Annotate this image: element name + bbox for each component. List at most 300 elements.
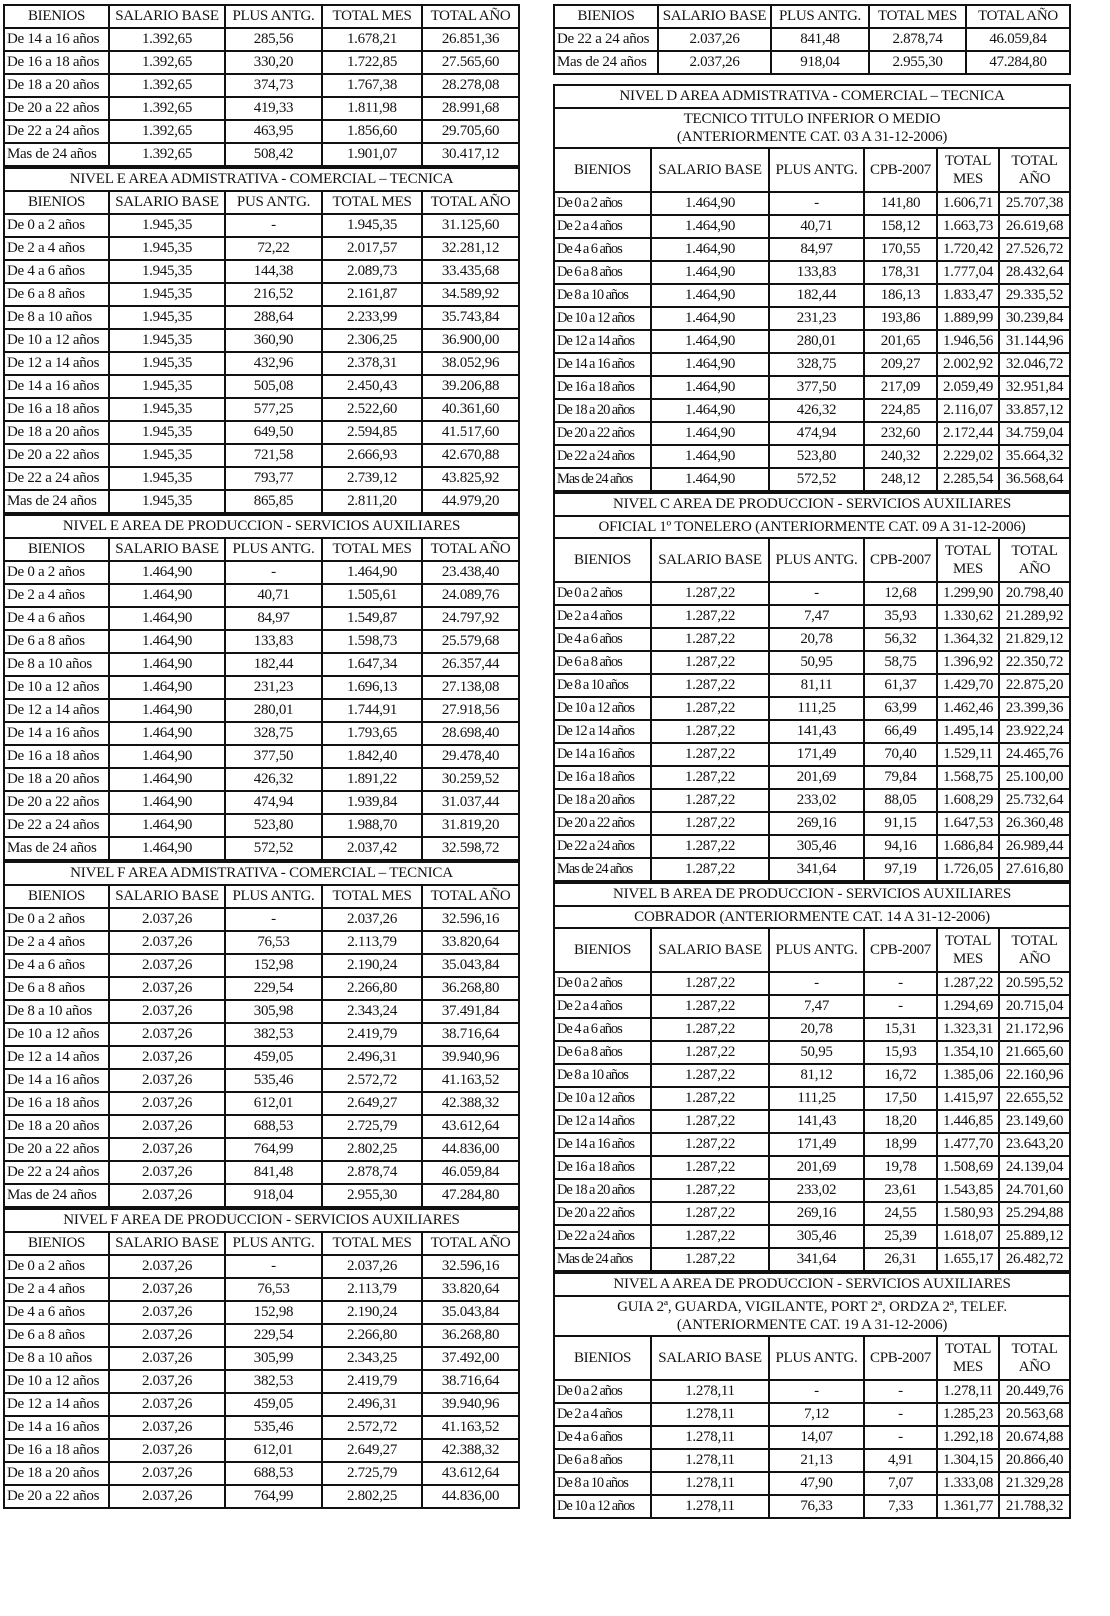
bienios-cell: De 2 a 4 años [4, 237, 109, 260]
value-cell: 2.116,07 [937, 399, 999, 422]
value-cell: - [769, 582, 864, 605]
bienios-cell: De 14 a 16 años [554, 1133, 651, 1156]
column-header: BIENIOS [554, 1336, 651, 1380]
value-cell: 1.287,22 [651, 858, 769, 881]
value-cell: 31.125,60 [422, 214, 519, 237]
value-cell: 918,04 [225, 1184, 322, 1207]
table-row [554, 1380, 1070, 1403]
bienios-cell: De 20 a 22 años [4, 97, 109, 120]
value-cell: 305,98 [225, 1000, 322, 1023]
value-cell: 1.464,90 [322, 561, 422, 584]
value-cell: 2.037,26 [109, 1439, 225, 1462]
bienios-cell: De 22 a 24 años [554, 28, 658, 51]
value-cell: 1.287,22 [651, 766, 769, 789]
table-row [554, 812, 1070, 835]
value-cell: 133,83 [769, 261, 864, 284]
value-cell: 1.945,35 [109, 283, 225, 306]
value-cell: 63,99 [864, 697, 937, 720]
value-cell: 76,53 [225, 931, 322, 954]
column-header: BIENIOS [554, 538, 651, 582]
section-title-row [4, 515, 519, 538]
table-row [554, 1110, 1070, 1133]
value-cell: 20,78 [769, 1018, 864, 1041]
value-cell: 2.037,26 [109, 1138, 225, 1161]
value-cell: 2.594,85 [322, 421, 422, 444]
value-cell: 21.665,60 [999, 1041, 1070, 1064]
column-header: BIENIOS [4, 1232, 109, 1255]
value-cell: 42.388,32 [422, 1439, 519, 1462]
value-cell: 111,25 [769, 697, 864, 720]
column-header: CPB-2007 [864, 538, 937, 582]
value-cell: 1.529,11 [937, 743, 999, 766]
bienios-cell: De 12 a 14 años [4, 1046, 109, 1069]
table-row [4, 1370, 519, 1393]
value-cell: 12,68 [864, 582, 937, 605]
value-cell: 1.464,90 [109, 722, 225, 745]
value-cell: 793,77 [225, 467, 322, 490]
value-cell: 144,38 [225, 260, 322, 283]
value-cell: 382,53 [225, 1023, 322, 1046]
value-cell: 1.945,35 [109, 467, 225, 490]
table-row [4, 375, 519, 398]
value-cell: 231,23 [225, 676, 322, 699]
value-cell: 25.732,64 [999, 789, 1070, 812]
value-cell: 2.161,87 [322, 283, 422, 306]
value-cell: 1.462,46 [937, 697, 999, 720]
bienios-cell: De 18 a 20 años [554, 789, 651, 812]
column-header: BIENIOS [4, 885, 109, 908]
column-header: SALARIO BASE [109, 885, 225, 908]
value-cell: 21,13 [769, 1449, 864, 1472]
column-header: TOTAL MES [937, 148, 999, 192]
value-cell: 66,49 [864, 720, 937, 743]
value-cell: 535,46 [225, 1416, 322, 1439]
value-cell: 22.875,20 [999, 674, 1070, 697]
bienios-cell: Mas de 24 años [554, 1248, 651, 1271]
value-cell: 1.287,22 [651, 1202, 769, 1225]
bienios-cell: De 16 a 18 años [554, 766, 651, 789]
value-cell: - [864, 1403, 937, 1426]
value-cell: 21.788,32 [999, 1495, 1070, 1518]
value-cell: 38.052,96 [422, 352, 519, 375]
bienios-cell: De 10 a 12 años [4, 676, 109, 699]
bienios-cell: De 12 a 14 años [554, 720, 651, 743]
value-cell: 2.878,74 [869, 28, 966, 51]
section-title-row [554, 1273, 1070, 1296]
value-cell: 1.392,65 [109, 74, 225, 97]
header-row [4, 5, 519, 28]
value-cell: 32.598,72 [422, 837, 519, 860]
bienios-cell: De 10 a 12 años [4, 1370, 109, 1393]
bienios-cell: De 6 a 8 años [554, 1449, 651, 1472]
value-cell: 76,33 [769, 1495, 864, 1518]
value-cell: 23,61 [864, 1179, 937, 1202]
value-cell: 2.725,79 [322, 1115, 422, 1138]
bienios-cell: De 16 a 18 años [4, 398, 109, 421]
section-title-row [4, 168, 519, 191]
value-cell: 1.287,22 [651, 1064, 769, 1087]
column-header: SALARIO BASE [658, 5, 771, 28]
value-cell: 2.285,54 [937, 468, 999, 491]
section-title-row [4, 1209, 519, 1232]
column-header: TOTAL MES [937, 1336, 999, 1380]
value-cell: 2.037,26 [109, 1161, 225, 1184]
value-cell: 39.940,96 [422, 1393, 519, 1416]
right-column [553, 4, 1069, 1519]
value-cell: 1.464,90 [651, 330, 769, 353]
bienios-cell: De 12 a 14 años [4, 352, 109, 375]
value-cell: 186,13 [864, 284, 937, 307]
value-cell: 81,12 [769, 1064, 864, 1087]
table-row [4, 143, 519, 166]
value-cell: 1.392,65 [109, 28, 225, 51]
value-cell: 23.438,40 [422, 561, 519, 584]
bienios-cell: De 10 a 12 años [554, 697, 651, 720]
value-cell: 1.330,62 [937, 605, 999, 628]
value-cell: 38.716,64 [422, 1370, 519, 1393]
bienios-cell: De 2 a 4 años [554, 1403, 651, 1426]
value-cell: 217,09 [864, 376, 937, 399]
salary-table [3, 1208, 520, 1509]
value-cell: 32.951,84 [999, 376, 1070, 399]
header-row [554, 538, 1070, 582]
value-cell: 141,43 [769, 720, 864, 743]
value-cell: 1.287,22 [651, 789, 769, 812]
value-cell: 84,97 [769, 238, 864, 261]
value-cell: 1.464,90 [109, 791, 225, 814]
value-cell: 2.037,26 [109, 1046, 225, 1069]
value-cell: 382,53 [225, 1370, 322, 1393]
value-cell: 1.464,90 [109, 768, 225, 791]
section-title-row [554, 85, 1070, 108]
value-cell: 285,56 [225, 28, 322, 51]
value-cell: 1.580,93 [937, 1202, 999, 1225]
value-cell: 2.017,57 [322, 237, 422, 260]
value-cell: 224,85 [864, 399, 937, 422]
value-cell: 24.139,04 [999, 1156, 1070, 1179]
value-cell: 2.037,26 [109, 1184, 225, 1207]
bienios-cell: De 22 a 24 años [554, 445, 651, 468]
table-row [4, 1347, 519, 1370]
value-cell: 4,91 [864, 1449, 937, 1472]
table-row [554, 468, 1070, 491]
column-header: BIENIOS [4, 191, 109, 214]
value-cell: 1.287,22 [651, 651, 769, 674]
value-cell: 1.945,35 [109, 352, 225, 375]
value-cell: 111,25 [769, 1087, 864, 1110]
value-cell: 58,75 [864, 651, 937, 674]
table-row [554, 192, 1070, 215]
table-row [554, 422, 1070, 445]
value-cell: 47.284,80 [422, 1184, 519, 1207]
column-header: TOTAL MES [322, 191, 422, 214]
value-cell: 31.037,44 [422, 791, 519, 814]
value-cell: 2.037,26 [322, 1255, 422, 1278]
table-row [554, 1018, 1070, 1041]
value-cell: 233,02 [769, 789, 864, 812]
table-row [4, 630, 519, 653]
value-cell: 2.496,31 [322, 1393, 422, 1416]
value-cell: 70,40 [864, 743, 937, 766]
value-cell: 182,44 [225, 653, 322, 676]
value-cell: 269,16 [769, 812, 864, 835]
bienios-cell: De 2 a 4 años [554, 215, 651, 238]
value-cell: 1.891,22 [322, 768, 422, 791]
value-cell: 20.595,52 [999, 972, 1070, 995]
value-cell: 233,02 [769, 1179, 864, 1202]
bienios-cell: De 14 a 16 años [4, 722, 109, 745]
value-cell: 79,84 [864, 766, 937, 789]
table-row [4, 1278, 519, 1301]
value-cell: 1.287,22 [651, 1133, 769, 1156]
value-cell: 24.465,76 [999, 743, 1070, 766]
value-cell: 1.464,90 [109, 837, 225, 860]
header-row [4, 885, 519, 908]
column-header: TOTAL AÑO [966, 5, 1070, 28]
value-cell: 1.945,35 [109, 237, 225, 260]
value-cell: 572,52 [769, 468, 864, 491]
value-cell: 374,73 [225, 74, 322, 97]
value-cell: 170,55 [864, 238, 937, 261]
bienios-cell: De 10 a 12 años [554, 307, 651, 330]
table-row [4, 490, 519, 513]
bienios-cell: De 18 a 20 años [554, 399, 651, 422]
value-cell: 23.149,60 [999, 1110, 1070, 1133]
value-cell: 1.901,07 [322, 143, 422, 166]
value-cell: 1.287,22 [651, 1248, 769, 1271]
value-cell: 1.287,22 [651, 1087, 769, 1110]
value-cell: 25.100,00 [999, 766, 1070, 789]
column-header: TOTAL AÑO [422, 1232, 519, 1255]
section-gap [553, 75, 1069, 84]
value-cell: 1.726,05 [937, 858, 999, 881]
value-cell: 2.037,42 [322, 837, 422, 860]
column-header: TOTAL AÑO [999, 1336, 1070, 1380]
bienios-cell: De 22 a 24 años [554, 1225, 651, 1248]
value-cell: 41.163,52 [422, 1416, 519, 1439]
value-cell: 21.172,96 [999, 1018, 1070, 1041]
value-cell: - [769, 972, 864, 995]
bienios-cell: De 4 a 6 años [4, 607, 109, 630]
value-cell: 178,31 [864, 261, 937, 284]
bienios-cell: De 6 a 8 años [554, 1041, 651, 1064]
value-cell: 1.464,90 [651, 445, 769, 468]
bienios-cell: De 22 a 24 años [4, 120, 109, 143]
value-cell: 1.678,21 [322, 28, 422, 51]
value-cell: 612,01 [225, 1439, 322, 1462]
value-cell: 7,12 [769, 1403, 864, 1426]
table-row [554, 674, 1070, 697]
value-cell: - [225, 908, 322, 931]
table-row [4, 421, 519, 444]
value-cell: 1.744,91 [322, 699, 422, 722]
value-cell: 2.037,26 [109, 1462, 225, 1485]
section-subtitle-row [554, 1296, 1070, 1336]
value-cell: 1.464,90 [109, 630, 225, 653]
value-cell: 1.939,84 [322, 791, 422, 814]
table-row [4, 1184, 519, 1207]
column-header: TOTAL AÑO [422, 191, 519, 214]
header-row [554, 5, 1070, 28]
bienios-cell: De 10 a 12 años [554, 1495, 651, 1518]
value-cell: 377,50 [769, 376, 864, 399]
table-row [4, 791, 519, 814]
column-header: BIENIOS [554, 148, 651, 192]
bienios-cell: De 0 a 2 años [554, 582, 651, 605]
value-cell: 47,90 [769, 1472, 864, 1495]
value-cell: - [864, 995, 937, 1018]
value-cell: 1.287,22 [651, 628, 769, 651]
value-cell: 2.037,26 [109, 1023, 225, 1046]
value-cell: 231,23 [769, 307, 864, 330]
value-cell: 1.464,90 [651, 261, 769, 284]
table-row [554, 51, 1070, 74]
column-header: PLUS ANTG. [771, 5, 869, 28]
bienios-cell: De 16 a 18 años [4, 51, 109, 74]
value-cell: 72,22 [225, 237, 322, 260]
bienios-cell: De 10 a 12 años [4, 329, 109, 352]
value-cell: 15,93 [864, 1041, 937, 1064]
value-cell: 432,96 [225, 352, 322, 375]
value-cell: 25,39 [864, 1225, 937, 1248]
bienios-cell: De 0 a 2 años [554, 972, 651, 995]
value-cell: 42.670,88 [422, 444, 519, 467]
value-cell: 152,98 [225, 1301, 322, 1324]
table-row [4, 306, 519, 329]
table-row [4, 768, 519, 791]
bienios-cell: De 4 a 6 años [554, 238, 651, 261]
value-cell: 19,78 [864, 1156, 937, 1179]
column-header: TOTAL AÑO [422, 538, 519, 561]
column-header: SALARIO BASE [109, 5, 225, 28]
value-cell: 1.464,90 [109, 561, 225, 584]
bienios-cell: De 18 a 20 años [4, 1115, 109, 1138]
value-cell: 7,33 [864, 1495, 937, 1518]
salary-table [3, 514, 520, 861]
column-header: TOTAL MES [322, 1232, 422, 1255]
value-cell: 2.113,79 [322, 931, 422, 954]
value-cell: 2.037,26 [109, 1000, 225, 1023]
value-cell: 1.945,35 [109, 260, 225, 283]
bienios-cell: De 22 a 24 años [554, 835, 651, 858]
value-cell: 26.357,44 [422, 653, 519, 676]
value-cell: 20.866,40 [999, 1449, 1070, 1472]
table-row [554, 1403, 1070, 1426]
value-cell: 2.002,92 [937, 353, 999, 376]
value-cell: 305,99 [225, 1347, 322, 1370]
value-cell: 158,12 [864, 215, 937, 238]
value-cell: 1.946,56 [937, 330, 999, 353]
value-cell: 37.491,84 [422, 1000, 519, 1023]
bienios-cell: De 12 a 14 años [554, 1110, 651, 1133]
table-row [4, 584, 519, 607]
column-header: CPB-2007 [864, 928, 937, 972]
value-cell: 688,53 [225, 1462, 322, 1485]
value-cell: 1.856,60 [322, 120, 422, 143]
value-cell: 688,53 [225, 1115, 322, 1138]
table-row [4, 1301, 519, 1324]
value-cell: 2.572,72 [322, 1069, 422, 1092]
value-cell: 1.429,70 [937, 674, 999, 697]
value-cell: 1.647,34 [322, 653, 422, 676]
bienios-cell: Mas de 24 años [554, 858, 651, 881]
column-header: CPB-2007 [864, 148, 937, 192]
column-header: TOTAL MES [869, 5, 966, 28]
table-row [554, 445, 1070, 468]
table-row [554, 835, 1070, 858]
bienios-cell: De 4 a 6 años [554, 628, 651, 651]
header-row [4, 538, 519, 561]
value-cell: 14,07 [769, 1426, 864, 1449]
value-cell: 2.343,25 [322, 1347, 422, 1370]
value-cell: 30.417,12 [422, 143, 519, 166]
salary-table [3, 167, 520, 514]
value-cell: 33.857,12 [999, 399, 1070, 422]
value-cell: 2.666,93 [322, 444, 422, 467]
table-row [554, 605, 1070, 628]
section-title: NIVEL C AREA DE PRODUCCION - SERVICIOS AUXILIARES [554, 493, 1070, 516]
column-header: BIENIOS [554, 928, 651, 972]
value-cell: - [864, 1380, 937, 1403]
value-cell: 1.647,53 [937, 812, 999, 835]
table-row [4, 1023, 519, 1046]
value-cell: 94,16 [864, 835, 937, 858]
bienios-cell: De 12 a 14 años [4, 699, 109, 722]
value-cell: 341,64 [769, 1248, 864, 1271]
value-cell: 28.432,64 [999, 261, 1070, 284]
value-cell: 1.323,31 [937, 1018, 999, 1041]
value-cell: 2.037,26 [109, 931, 225, 954]
column-header: SALARIO BASE [109, 538, 225, 561]
column-header: TOTAL AÑO [422, 885, 519, 908]
value-cell: 248,12 [864, 468, 937, 491]
value-cell: 1.287,22 [651, 697, 769, 720]
value-cell: 171,49 [769, 743, 864, 766]
table-row [4, 1324, 519, 1347]
value-cell: 97,19 [864, 858, 937, 881]
value-cell: 2.037,26 [109, 1301, 225, 1324]
value-cell: 1.385,06 [937, 1064, 999, 1087]
bienios-cell: De 8 a 10 años [4, 653, 109, 676]
column-header: PLUS ANTG. [769, 928, 864, 972]
value-cell: 26.482,72 [999, 1248, 1070, 1271]
table-row [4, 1462, 519, 1485]
value-cell: 1.722,85 [322, 51, 422, 74]
value-cell: 27.526,72 [999, 238, 1070, 261]
value-cell: 22.655,52 [999, 1087, 1070, 1110]
value-cell: 1.945,35 [109, 421, 225, 444]
value-cell: 1.287,22 [651, 1110, 769, 1133]
value-cell: 2.037,26 [109, 1485, 225, 1508]
bienios-cell: De 0 a 2 años [4, 908, 109, 931]
value-cell: 1.287,22 [651, 605, 769, 628]
bienios-cell: De 2 a 4 años [4, 931, 109, 954]
value-cell: 1.287,22 [651, 835, 769, 858]
value-cell: - [225, 561, 322, 584]
salary-table [3, 861, 520, 1208]
value-cell: 1.464,90 [651, 376, 769, 399]
value-cell: 44.836,00 [422, 1485, 519, 1508]
value-cell: 22.350,72 [999, 651, 1070, 674]
value-cell: 328,75 [769, 353, 864, 376]
section-title-row [554, 493, 1070, 516]
value-cell: 22.160,96 [999, 1064, 1070, 1087]
value-cell: 1.549,87 [322, 607, 422, 630]
value-cell: 2.037,26 [109, 1255, 225, 1278]
table-row [4, 908, 519, 931]
table-row [554, 284, 1070, 307]
value-cell: 2.496,31 [322, 1046, 422, 1069]
